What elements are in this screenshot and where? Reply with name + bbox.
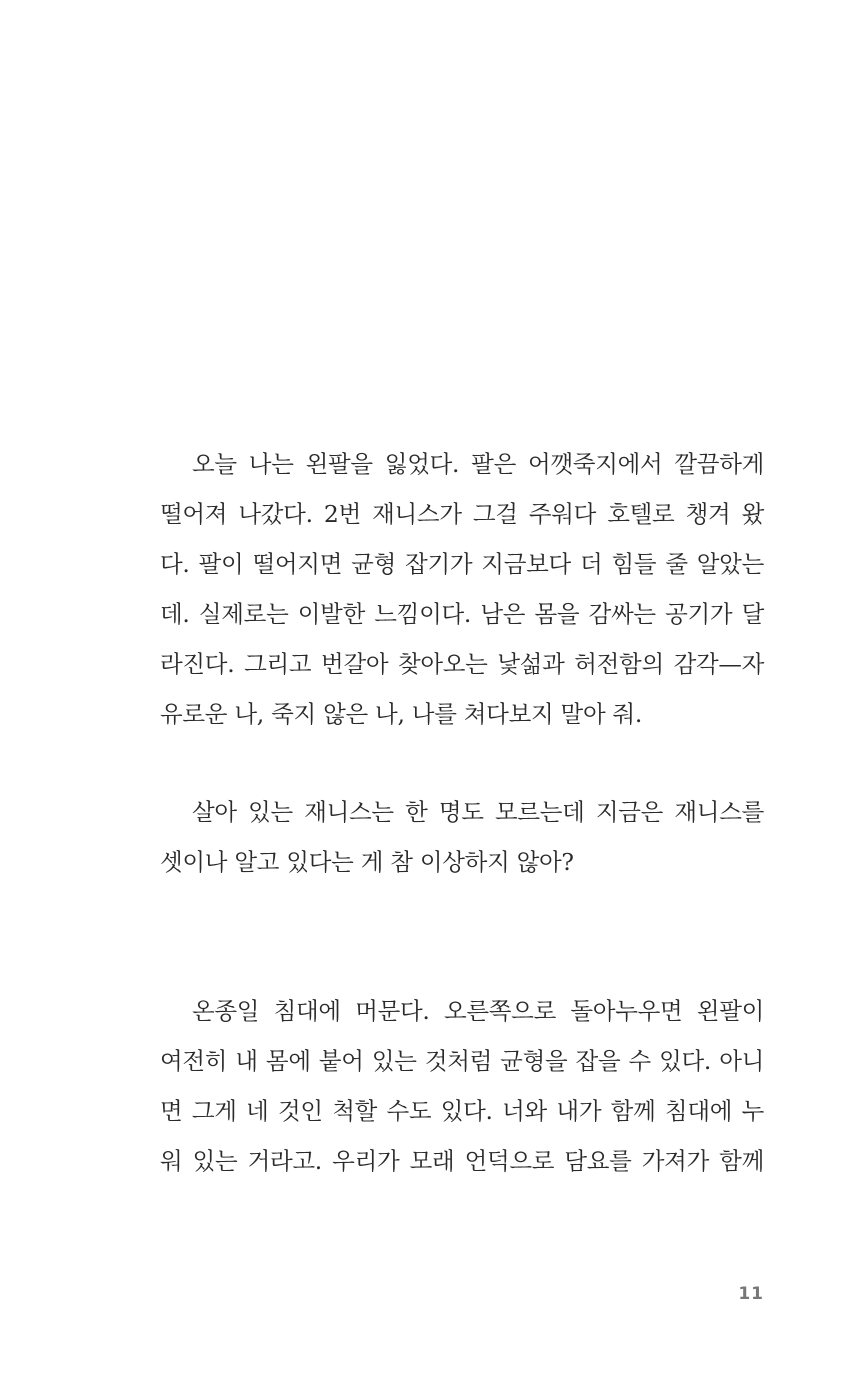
paragraph-line: 여전히 내 몸에 붙어 있는 것처럼 균형을 잡을 수 있다. 아니 [160, 1047, 764, 1075]
paragraph-line: 유로운 나, 죽지 않은 나, 나를 쳐다보지 말아 줘. [160, 700, 643, 728]
paragraph-line: 떨어져 나갔다. 2번 재니스가 그걸 주워다 호텔로 챙겨 왔 [160, 500, 764, 528]
paragraph-line: 살아 있는 재니스는 한 명도 모르는데 지금은 재니스를 [192, 798, 764, 826]
paragraph-line: 면 그게 네 것인 척할 수도 있다. 너와 내가 함께 침대에 누 [160, 1097, 764, 1125]
paragraph-line: 데. 실제로는 이발한 느낌이다. 남은 몸을 감싸는 공기가 달 [160, 600, 764, 628]
paragraph-line: 오늘 나는 왼팔을 잃었다. 팔은 어깻죽지에서 깔끔하게 [192, 450, 764, 478]
paragraph-line: 라진다. 그리고 번갈아 찾아오는 낯섦과 허전함의 감각—자 [160, 650, 764, 678]
paragraph-line: 다. 팔이 떨어지면 균형 잡기가 지금보다 더 힘들 줄 알았는 [160, 550, 764, 578]
paragraph-line: 워 있는 거라고. 우리가 모래 언덕으로 담요를 가져가 함께 [160, 1147, 764, 1175]
paragraph-line: 셋이나 알고 있다는 게 참 이상하지 않아? [160, 848, 574, 876]
page-number: 11 [738, 1284, 764, 1304]
paragraph-line: 온종일 침대에 머문다. 오른쪽으로 돌아누우면 왼팔이 [192, 997, 764, 1025]
